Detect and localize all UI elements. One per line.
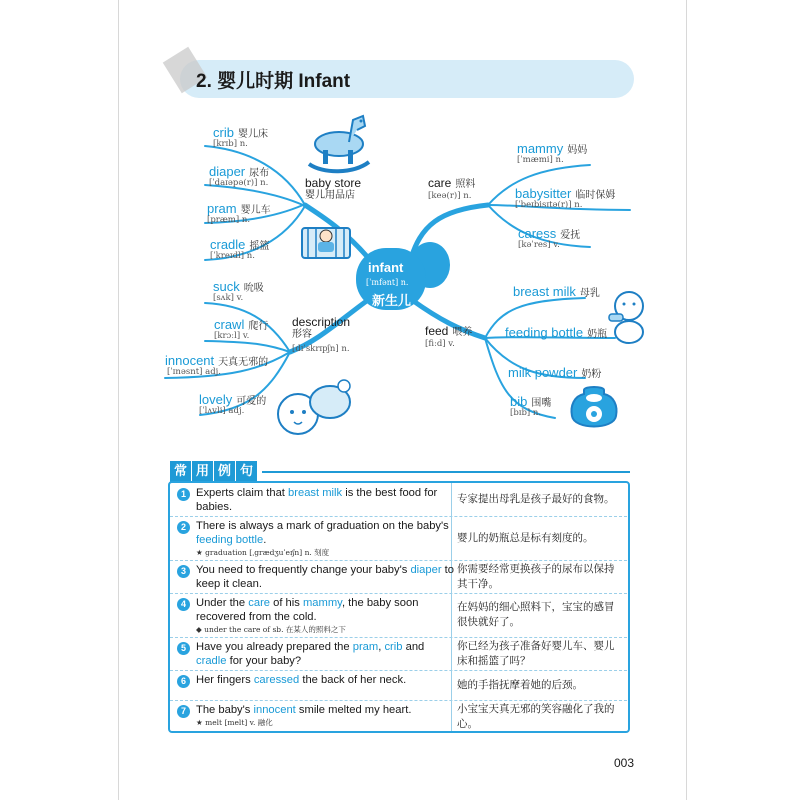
word-bib: bib 围嘴 [510, 394, 552, 409]
sentence-text: . [263, 534, 267, 546]
example-english [196, 519, 454, 558]
word-cradle: cradle 摇篮 [210, 237, 270, 252]
word-suck: suck 吮吸 [213, 279, 264, 294]
word-mammy: mammy 妈妈 [517, 141, 588, 156]
sentence-text: , the baby soon recovered from the cold. [196, 597, 419, 623]
vocab-note: ★ graduation [ˌgrædʒuˈeɪʃn] n. 刻度 [196, 548, 330, 557]
baby-with-bottle-icon [605, 288, 651, 344]
example-english [196, 596, 454, 635]
hub-feed: feed 喂养 [425, 324, 473, 338]
section-heading-char: 例 [214, 461, 235, 482]
word-bib-phonetic: [bɪb] n. [510, 408, 542, 418]
sentence-text: for your baby? [226, 655, 302, 667]
word-babysitter-phonetic: [ˈbeɪbisɪtə(r)] n. [515, 200, 583, 210]
sentence-text: is the best food for babies. [196, 487, 438, 513]
highlight-word: care [248, 597, 271, 609]
center-phonetic: [ˈɪnfənt] n. [366, 278, 409, 287]
example-number: 5 [177, 642, 190, 655]
example-number: 6 [177, 675, 190, 688]
example-row [170, 670, 627, 701]
example-chinese: 在妈妈的细心照料下，宝宝的感冒很快就好了。 [457, 601, 615, 628]
example-row [170, 637, 627, 671]
section-heading-char: 常 [170, 461, 191, 482]
sentence-text: of his [270, 597, 303, 609]
example-number: 7 [177, 705, 190, 718]
word-crib-phonetic: [krɪb] n. [213, 139, 248, 149]
word-crawl: crawl 爬行 [214, 317, 269, 332]
hub-feed-phonetic: [fiːd] v. [425, 339, 455, 349]
word-breast-milk: breast milk 母乳 [513, 284, 600, 299]
word-lovely-phonetic: [ˈlʌvli] adj. [199, 406, 245, 416]
highlight-word: feeding bottle [196, 534, 264, 546]
hub-baby-store-cn: 婴儿用品店 [305, 190, 355, 201]
section-heading-char: 句 [236, 461, 257, 482]
sentence-text: smile melted my heart. [295, 704, 412, 716]
highlight-word: innocent [253, 704, 296, 716]
example-chinese: 婴儿的奶瓶总是标有刻度的。 [457, 532, 594, 544]
section-heading [170, 461, 257, 483]
sentence-text: Experts claim that [196, 487, 289, 499]
word-lovely: lovely 可爱的 [199, 392, 267, 407]
examples-table [168, 481, 630, 733]
example-row [170, 516, 627, 561]
example-chinese: 专家提出母乳是孩子最好的食物。 [457, 493, 615, 505]
word-feeding-bottle: feeding bottle 奶瓶 [505, 325, 608, 340]
word-pram: pram 婴儿车 [207, 201, 271, 216]
bib-icon [568, 384, 620, 436]
example-chinese: 你已经为孩子准备好婴儿车、婴儿床和摇篮了吗？ [457, 640, 615, 667]
word-cradle-phonetic: [ˈkreɪdl] n. [210, 251, 255, 261]
vocab-note: ★ melt [melt] v. 融化 [196, 718, 273, 727]
example-row [170, 560, 627, 594]
hub-description-phonetic: [dɪˈskrɪpʃn] n. [292, 344, 350, 354]
example-number: 4 [177, 598, 190, 611]
word-suck-phonetic: [sʌk] v. [213, 293, 244, 303]
word-caress-phonetic: [kəˈres] v. [518, 240, 560, 250]
highlight-word: crib [384, 641, 403, 653]
center-chinese: 新生儿 [372, 294, 412, 309]
hub-description-cn: 形容 [292, 329, 312, 340]
hub-care: care 照料 [428, 176, 476, 190]
center-word: infant [368, 260, 404, 275]
page-title: 2. 婴儿时期 Infant [196, 71, 351, 92]
sentence-text: , [378, 641, 385, 653]
sentence-text: Her fingers [196, 674, 254, 686]
example-english [196, 640, 454, 668]
word-innocent: innocent 天真无邪的 [165, 353, 269, 368]
word-milk-powder: milk powder 奶粉 [508, 365, 602, 380]
highlight-word: caressed [253, 674, 300, 686]
word-pram-phonetic: [præm] n. [207, 215, 251, 225]
sentence-text: Have you already prepared the [196, 641, 353, 653]
example-english [196, 703, 454, 728]
highlight-word: cradle [196, 655, 227, 667]
hub-description: description [292, 315, 351, 329]
rocking-horse-icon [303, 112, 373, 174]
example-chinese: 小宝宝天真无邪的笑容融化了我的心。 [457, 703, 615, 730]
example-english [196, 563, 454, 591]
word-diaper-phonetic: [ˈdaɪəpə(r)] n. [209, 178, 269, 188]
example-english [196, 486, 454, 514]
example-row [170, 593, 627, 638]
highlight-word: pram [352, 641, 379, 653]
word-crawl-phonetic: [krɔːl] v. [214, 331, 250, 341]
word-diaper: diaper 尿布 [209, 164, 270, 179]
example-row [170, 700, 627, 733]
sentence-text: There is always a mark of graduation on the baby's [196, 520, 449, 532]
hub-care-phonetic: [keə(r)] n. [428, 191, 472, 201]
section-rule [262, 471, 630, 473]
example-number: 2 [177, 521, 190, 534]
sentence-text: The baby's [196, 704, 254, 716]
sentence-text: Under the [196, 597, 249, 609]
example-number: 1 [177, 488, 190, 501]
section-heading-char: 用 [192, 461, 213, 482]
vocab-note: ◆ under the care of sb. 在某人的照料之下 [196, 625, 346, 634]
word-babysitter: babysitter 临时保姆 [515, 186, 616, 201]
sentence-text: to keep it clean. [196, 564, 455, 590]
word-crib: crib 婴儿床 [213, 125, 268, 140]
example-chinese: 她的手指抚摩着她的后颈。 [457, 679, 583, 691]
sentence-text: You need to frequently change your baby's [196, 564, 411, 576]
highlight-word: diaper [410, 564, 442, 576]
highlight-word: breast milk [288, 487, 343, 499]
baby-in-crib-icon [300, 222, 352, 262]
example-english [196, 673, 454, 687]
word-caress: caress 爱抚 [518, 226, 581, 241]
crawling-baby-icon [274, 378, 356, 440]
page-number: 003 [614, 756, 635, 770]
hub-baby-store: baby store [305, 176, 362, 190]
example-number: 3 [177, 565, 190, 578]
word-innocent-phonetic: [ˈɪnəsnt] adj. [167, 367, 221, 377]
highlight-word: mammy [302, 597, 342, 609]
example-chinese: 你需要经常更换孩子的尿布以保持其干净。 [457, 563, 615, 590]
example-row [170, 483, 627, 517]
word-mammy-phonetic: [ˈmæmi] n. [517, 155, 564, 165]
sentence-text: and [402, 641, 425, 653]
sentence-text: the back of her neck. [299, 674, 407, 686]
